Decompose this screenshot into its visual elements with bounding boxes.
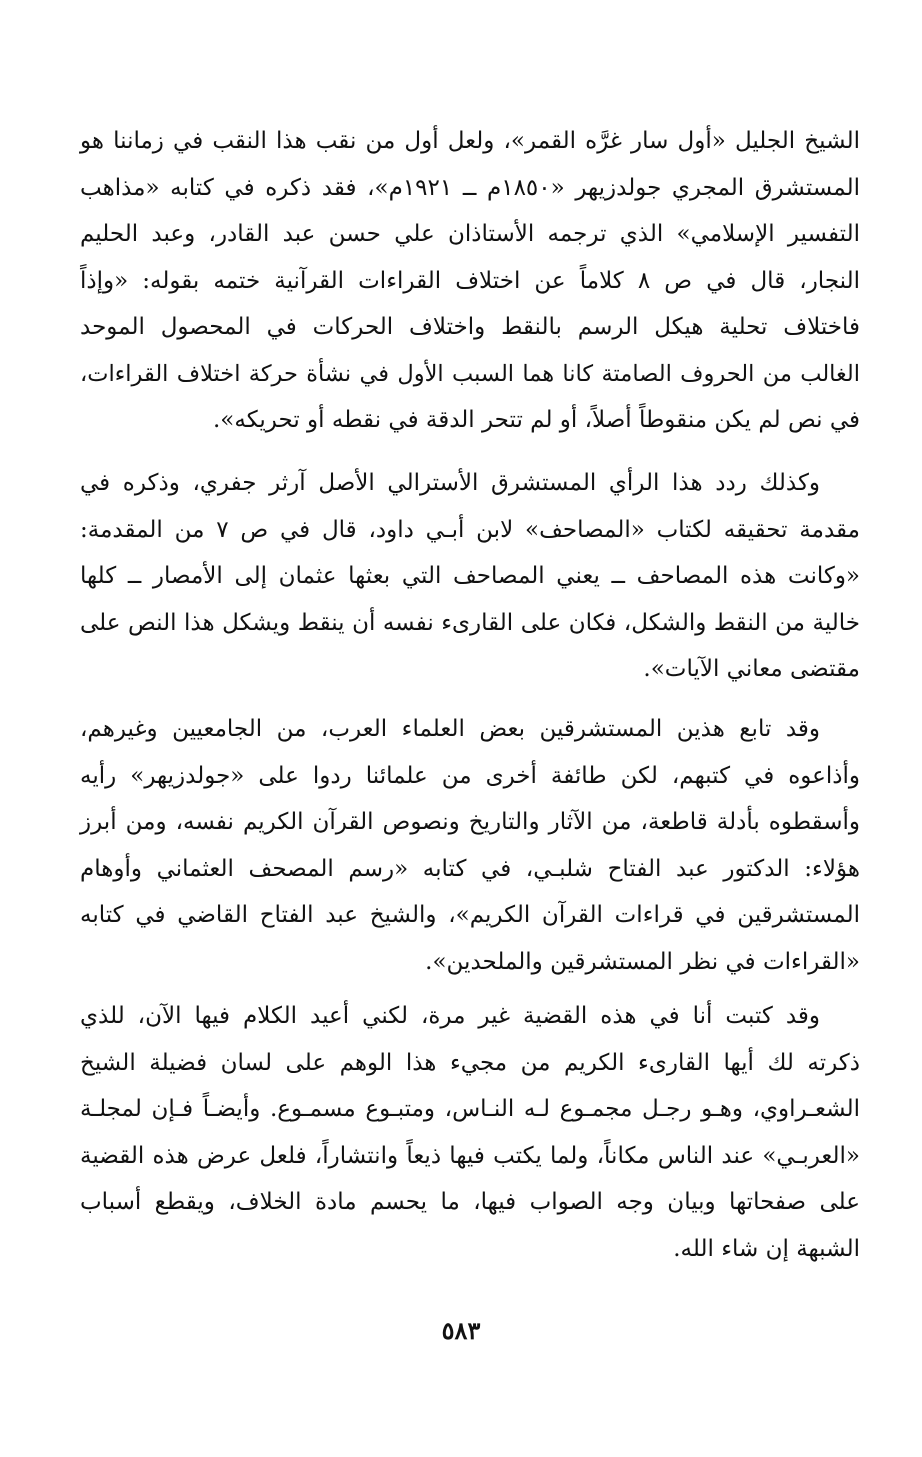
text-line: ذكرته لك أيها القارىء الكريم من مجيء هذا الوهم على لسان فضيلة الشيخ <box>80 1049 860 1076</box>
text-line: خالية من النقط والشكل، فكان على القارىء نفسه أن ينقط ويشكل هذا النص على <box>80 609 860 636</box>
text-line: وكذلك ردد هذا الرأي المستشرق الأسترالي الأصل آرثر جفري، وذكره في <box>80 470 820 496</box>
text-line: على صفحاتها وبيان وجه الصواب فيها، ما يحسم مادة الخلاف، ويقطع أسباب <box>80 1189 860 1215</box>
paragraph-2 <box>80 460 860 693</box>
text-line: التفسير الإسلامي» الذي ترجمه الأستاذان علي حسن عبد القادر، وعبد الحليم <box>80 221 860 247</box>
text-line: فاختلاف تحلية هيكل الرسم بالنقط واختلاف الحركات في المحصول الموحد <box>80 314 860 340</box>
text-line: مقتضى معاني الآيات». <box>643 656 860 682</box>
text-line: في نص لم يكن منقوطاً أصلاً، أو لم تتحر الدقة في نقطه أو تحريكه». <box>212 407 860 433</box>
text-line: وقد كتبت أنا في هذه القضية غير مرة، لكني أعيد الكلام فيها الآن، للذي <box>80 1003 820 1029</box>
text-line: وقد تابع هذين المستشرقين بعض العلماء العرب، من الجامعيين وغيرهم، <box>80 716 820 742</box>
text-line: الشعـراوي، وهـو رجـل مجمـوع لـه النـاس، ومتبـوع مسمـوع. وأيضـاً فـإن لمجلـة <box>80 1096 860 1122</box>
text-line: «العربـي» عند الناس مكاناً، ولما يكتب فيها ذيعاً وانتشاراً، فلعل عرض هذه القضية <box>80 1142 860 1169</box>
page-number: ٥٨٣ <box>441 1316 481 1345</box>
text-line: المستشرق المجري جولدزيهر «١٨٥٠م ــ ١٩٢١م»، فقد ذكره في كتابه «مذاهب <box>80 174 860 201</box>
text-line: النجار، قال في ص ٨ كلاماً عن اختلاف القراءات القرآنية ختمه بقوله: «وإذاً <box>80 267 861 294</box>
text-line: «وكانت هذه المصاحف ــ يعني المصاحف التي بعثها عثمان إلى الأمصار ــ كلها <box>80 563 860 589</box>
text-line: وأسقطوه بأدلة قاطعة، من الآثار والتاريخ ونصوص القرآن الكريم نفسه، ومن أبرز <box>80 809 860 835</box>
text-line: الشبهة إن شاء الله. <box>673 1235 860 1262</box>
paragraph-4 <box>80 993 860 1272</box>
text-line: «القراءات في نظر المستشرقين والملحدين». <box>425 948 860 975</box>
text-line: المستشرقين في قراءات القرآن الكريم»، والشيخ عبد الفتاح القاضي في كتابه <box>80 902 860 928</box>
text-line: الغالب من الحروف الصامتة كانا هما السبب الأول في نشأة حركة اختلاف القراءات، <box>80 360 860 387</box>
paragraph-1 <box>80 118 860 444</box>
text-line: الشيخ الجليل «أول سار غرَّه القمر»، ولعل أول من نقب هذا النقب في زماننا هو <box>80 128 860 154</box>
text-line: وأذاعوه في كتبهم، لكن طائفة أخرى من علمائنا ردوا على «جولدزيهر» رأيه <box>80 762 860 789</box>
text-line: مقدمة تحقيقه لكتاب «المصاحف» لابن أبـي داود، قال في ص ٧ من المقدمة: <box>80 516 860 543</box>
text-line: هؤلاء: الدكتور عبد الفتاح شلبـي، في كتابه «رسم المصحف العثماني وأوهام <box>80 855 860 882</box>
paragraph-3 <box>80 706 860 985</box>
